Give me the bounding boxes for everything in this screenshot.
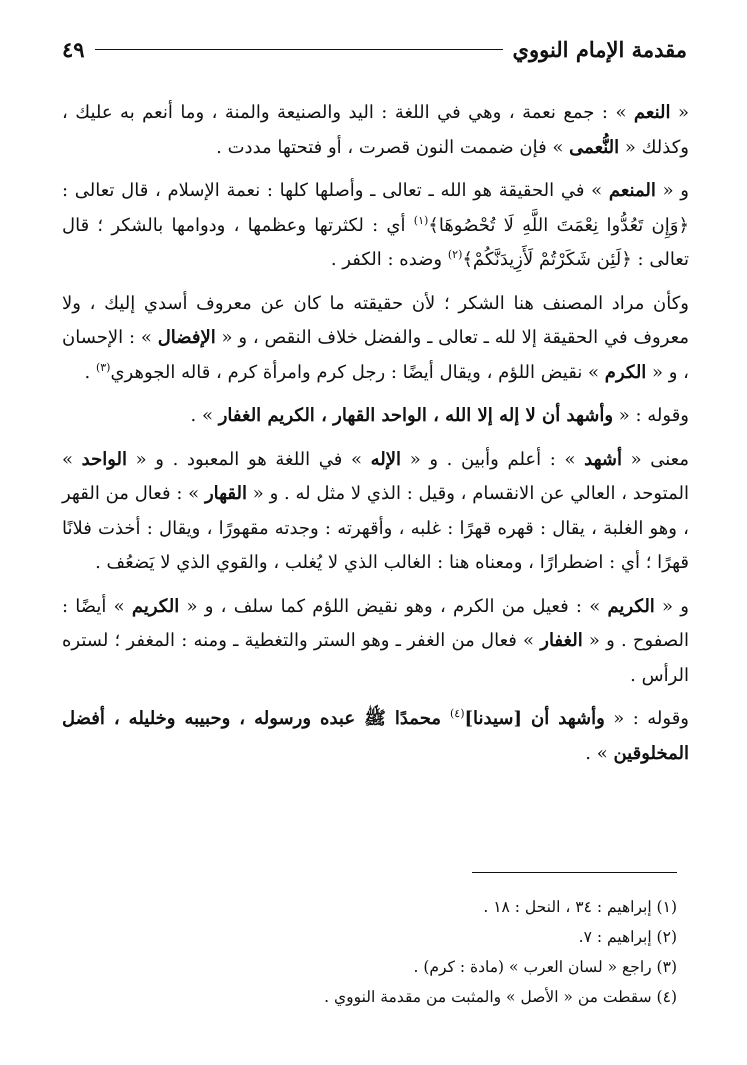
text-run: » . [190, 405, 219, 426]
text-run: و « [655, 180, 689, 201]
text-run: « [670, 102, 689, 123]
paragraph [62, 590, 689, 694]
bold-term: الإله [370, 448, 402, 470]
bold-term: الكريم [607, 595, 655, 617]
running-title: مقدمة الإمام النووي [512, 36, 687, 62]
bold-term: أشهد [584, 448, 622, 470]
footnote-separator [472, 872, 677, 873]
footnote-ref: (٣) [95, 360, 111, 374]
text-run: . [84, 361, 96, 383]
text-run: » : أعلم وأبين . و « [401, 448, 585, 470]
text-run: وقوله : « [613, 405, 689, 426]
footnote-ref: (٢) [447, 248, 463, 261]
bold-term: الإفضال [157, 327, 216, 348]
footnote-ref: (١) [413, 213, 429, 227]
footnote: (٣) راجع « لسان العرب » (مادة : كرم) . [413, 958, 677, 976]
bold-term: الغفار [540, 630, 583, 651]
bold-term: الواحد [81, 448, 128, 470]
bold-term: النُّعمى [569, 136, 620, 158]
bold-term: الكرم [604, 361, 647, 383]
main-text [62, 96, 689, 780]
text-run: » أيضًا : الصفوح . و « [62, 595, 689, 651]
text-run: » : فعيل من الكرم ، وهو نقيض اللؤم كما سلف ، و « [179, 595, 608, 617]
text-run: أي : لكثرتها وعظمها ، ودوامها بالشكر ؛ قال تعالى : ﴿لَئِن شَكَرْتُمْ لَأَزِيدَنَّكُمْ﴾ [62, 214, 689, 270]
bold-term: وأشهد أن [سيدنا] [464, 708, 605, 729]
text-run: وقوله : « [604, 708, 689, 729]
page-header [62, 34, 687, 64]
text-run: » : فعال من القهر ، وهو الغلبة ، يقال : قهره قهرًا : غلبه ، وأقهرته : وجدته مقهورًا ، ويقال : أخذت فلانًا قهرًا ؛ أي : اضطرارًا ، ومعناه هنا : الغالب الذي لا يُغلب ، والقوي الذي لا يَضعُف . [62, 483, 689, 573]
text-run: » فإن ضممت النون قصرت ، أو فتحتها مددت . [216, 136, 570, 158]
text-run: و « [654, 595, 689, 617]
paragraph [62, 702, 689, 771]
text-run: معنى « [621, 448, 690, 470]
footnote: (١) إبراهيم : ٣٤ ، النحل : ١٨ . [483, 898, 677, 916]
footnote: (٤) سقطت من « الأصل » والمثبت من مقدمة النووي . [324, 988, 677, 1006]
text-run: » : الإحسان ، و « [62, 327, 689, 383]
text-run: وكأن مراد المصنف هنا الشكر ؛ لأن حقيقته ما كان عن معروف أسدي إليك ، ولا معروف في الحقيقة إلا لله ـ تعالى ـ والفضل خلاف النقص ، و « [62, 292, 690, 348]
footnote: (٢) إبراهيم : ٧. [578, 928, 677, 946]
text-run: » فعال من الغفر ـ وهو الستر والتغطية ـ ومنه : المغفر ؛ لستره الرأس . [62, 630, 689, 686]
text-run: » في الحقيقة هو الله ـ تعالى ـ وأصلها كلها : نعمة الإسلام ، قال تعالى : ﴿وَإِن تَعُدُّوا نِعْمَتَ اللَّهِ لَا تُحْصُوهَا﴾ [62, 180, 689, 236]
footnote-ref: (٤) [450, 707, 465, 720]
paragraph [62, 287, 689, 391]
paragraph [62, 399, 689, 434]
bold-term: القهار [204, 483, 248, 504]
bold-term: الكريم [131, 595, 180, 617]
text-run: » : جمع نعمة ، وهي في اللغة : اليد والصنيعة والمنة ، وما أنعم به عليك ، وكذلك « [62, 102, 689, 158]
text-run: » في اللغة هو المعبود . و « [127, 448, 371, 470]
paragraph [62, 96, 689, 165]
bold-term: المنعم [608, 180, 656, 201]
paragraph [62, 443, 689, 581]
text-run: » . [585, 742, 614, 764]
footnotes [100, 892, 677, 1012]
text-run: » نقيض اللؤم ، ويقال أيضًا : رجل كرم وامرأة كرم ، قاله الجوهري [110, 361, 605, 383]
text-run: » المتوحد ، العالي عن الانقسام ، وقيل : الذي لا مثل له . و « [62, 448, 689, 504]
bold-term: محمدًا ﷺ عبده ورسوله ، وحبيبه وخليله ، أفضل المخلوقين [62, 708, 689, 764]
page-number: ٤٩ [62, 36, 85, 62]
paragraph [62, 174, 689, 278]
bold-term: النعم [633, 102, 671, 123]
text-run: وضده : الكفر . [330, 249, 448, 270]
bold-term: وأشهد أن لا إله إلا الله ، الواحد القهار ، الكريم الغفار [218, 405, 614, 426]
header-rule [95, 49, 503, 50]
